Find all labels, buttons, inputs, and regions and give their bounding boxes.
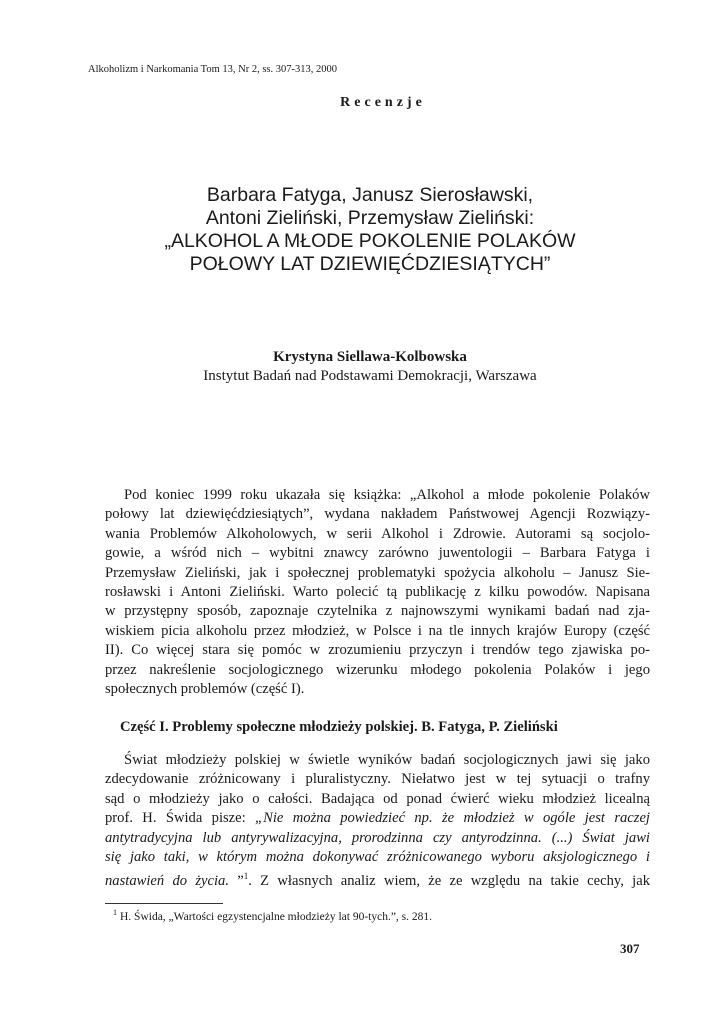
quote-italic: nastawień do życia. <box>105 873 229 890</box>
footnote-text: H. Świda, „Wartości egzystencjalne młodzieży lat 90-tych.”, s. 281. <box>120 910 433 923</box>
paragraph-line: zdecydowanie zróżnicowany i pluralistyczny. Niełatwo jest w tej sytuacji o trafny <box>105 771 650 788</box>
paragraph-line: wania Problemów Alkoholowych, w serii Alkohol i Zdrowie. Autorami są socjolo- <box>105 525 650 542</box>
quote-italic: antytradycyjna lub antyrywalizacyjna, prorodzinna czy antyrodzinna. (...) Świat jawi <box>105 829 650 846</box>
footnote-reference[interactable]: 1 <box>243 871 249 882</box>
footnote <box>113 908 432 923</box>
paragraph-line <box>105 867 650 891</box>
author-affiliation: Instytut Badań nad Podstawami Demokracji, Warszawa <box>203 368 537 384</box>
paragraph-line: w przystępny sposób, zapoznaje czytelnika z najnowszymi wynikami badań nad zja- <box>105 603 650 620</box>
paragraph-line: społecznych problemów (część I). <box>105 681 305 698</box>
paragraph-line: przez nakreślenie socjologicznego wizerunku młodego pokolenia Polaków i jego <box>105 661 650 678</box>
paragraph-line: rosławski i Antoni Zieliński. Warto polecić tą publikację z kilku powodów. Napisana <box>105 584 650 601</box>
quote-italic: się jako taki, w którym można dokonywać zróżnicowanego wyboru aksjologicznego i <box>105 849 650 866</box>
paragraph-line: Pod koniec 1999 roku ukazała się książka: „Alkohol a młode pokolenie Polaków <box>124 487 650 503</box>
paragraph-line: wiskiem picia alkoholu przez młodzież, w Polsce i na tle innych krajów Europy (część <box>105 622 650 639</box>
paragraph-line <box>105 829 650 848</box>
quote-end: ” <box>228 873 244 890</box>
quote-italic: „Nie można powiedzieć np. że młodzież w ogóle jest raczej <box>255 810 650 827</box>
line-plain: prof. H. Świda pisze: <box>105 810 256 827</box>
footnote-marker: 1 <box>113 908 117 917</box>
paragraph-line: Świat młodzieży polskiej w świetle wyników badań socjologicznych jawi się jako <box>124 752 650 768</box>
section-label: Recenzje <box>340 95 426 110</box>
part-one-heading: Część I. Problemy społeczne młodzieży polskiej. B. Fatyga, P. Zieliński <box>120 719 558 735</box>
title-line: Antoni Zieliński, Przemysław Zieliński: <box>205 207 535 229</box>
part-one-paragraph <box>105 751 650 892</box>
running-header: Alkoholizm i Narkomania Tom 13, Nr 2, ss. 307-313, 2000 <box>88 64 338 75</box>
paragraph-line <box>105 848 650 867</box>
paragraph-line: Przemysław Zieliński, jak i społecznej problematyki spożycia alkoholu – Janusz Sie- <box>105 564 650 581</box>
paragraph-line: gowie, a wśród nich – wybitni znawcy zarówno juwentologii – Barbara Fatyga i <box>105 545 650 562</box>
intro-paragraph <box>105 486 650 699</box>
article-title <box>60 184 680 276</box>
author-block <box>60 348 680 386</box>
title-line: „ALKOHOL A MŁODE POKOLENIE POLAKÓW <box>164 230 576 252</box>
author-name: Krystyna Siellawa-Kolbowska <box>273 349 467 365</box>
paragraph-line: II). Co więcej stara się pomóc w zrozumieniu przyczyn i trendów tego zjawiska po- <box>105 642 650 659</box>
title-line: POŁOWY LAT DZIEWIĘĆDZIESIĄTYCH” <box>189 253 551 275</box>
page-number: 307 <box>620 941 640 956</box>
paragraph-line <box>105 809 650 828</box>
title-line: Barbara Fatyga, Janusz Sierosławski, <box>206 184 534 206</box>
paragraph-line: połowy lat dziewięćdziesiątych”, wydana nakładem Państwowej Agencji Rozwiązy- <box>105 506 650 523</box>
footnote-divider <box>105 903 223 904</box>
paragraph-line: sąd o młodzieży jako o całości. Badająca od ponad ćwierć wieku młodzież licealną <box>105 790 650 807</box>
line-rest: . Z własnych analiz wiem, że ze względu na takie cechy, jak <box>248 873 650 890</box>
